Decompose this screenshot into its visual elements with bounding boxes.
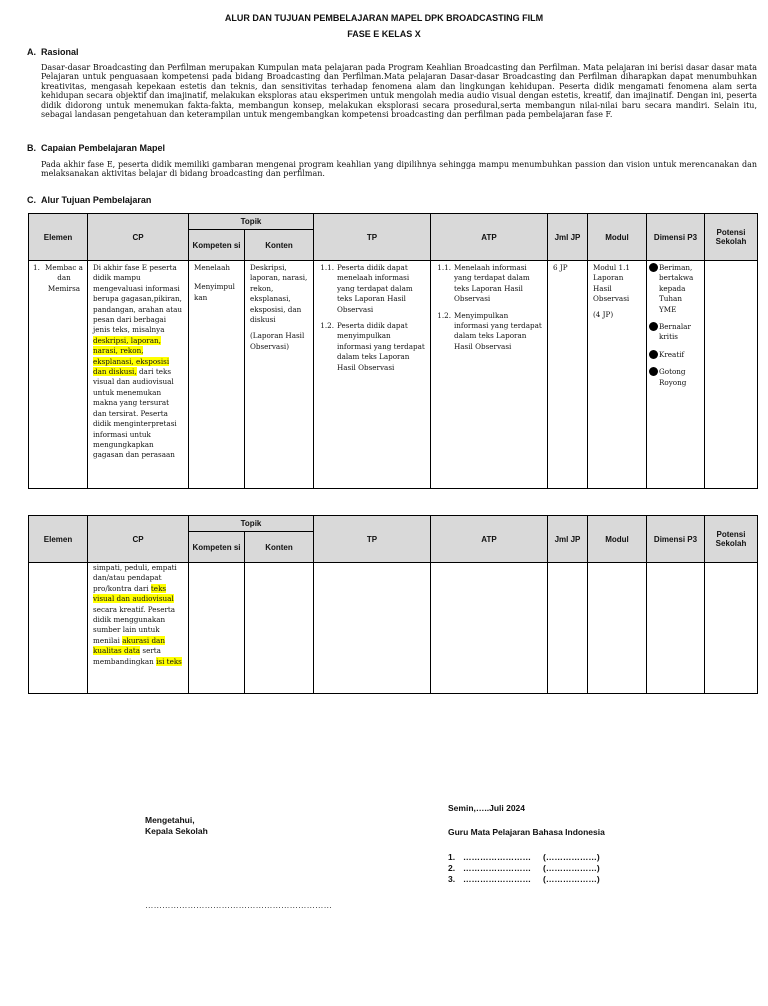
cell-elemen <box>29 261 88 489</box>
cp-text-2: dari teks visual dan audiovisual untuk menemukan makna yang tersurat dan tersirat. Peserta didik menginterpretasi informasi untuk mengungkapkan gagasan dan perasaan <box>93 367 177 460</box>
dimensi-item: Kreatif <box>648 350 700 360</box>
cell-modul <box>588 261 647 489</box>
section-c-letter: C. <box>27 195 36 205</box>
atp-item: 1.2. Menyimpulkan informasi yang terdapat dalam teks Laporan Hasil Observasi <box>437 310 542 351</box>
header-konten: Konten <box>245 532 314 563</box>
atp-table-2 <box>28 515 758 694</box>
header-topik: Topik <box>189 214 314 230</box>
section-a-title: Rasional <box>41 47 79 57</box>
cell-atp <box>431 261 548 489</box>
cell-dimensi <box>647 261 705 489</box>
cell-konten <box>245 261 314 489</box>
tp-item: 1.1. Peserta didik dapat menelaah informasi yang terdapat dalam teks Laporan Hasil Observasi <box>320 263 413 314</box>
signature-list <box>448 852 600 885</box>
cell-cp <box>88 261 189 489</box>
signature-list-item: 1. …………………… (………………) <box>448 852 600 862</box>
header-tp: TP <box>314 516 431 563</box>
signature-acknowledged: Mengetahui, <box>145 815 195 825</box>
signature-list-item: 2. …………………… (………………) <box>448 863 600 873</box>
cell-potensi <box>705 261 758 489</box>
document-title: ALUR DAN TUJUAN PEMBELAJARAN MAPEL DPK BROADCASTING FILM <box>224 13 544 23</box>
cp-highlight-2: teks visual dan audiovisual <box>93 583 174 604</box>
signature-left <box>145 815 208 837</box>
cp-continued-text-3: serta membandingkan <box>93 646 161 666</box>
modul-title: Modul 1.1 Laporan Hasil Observasi <box>593 263 630 304</box>
cell-potensi <box>705 563 758 694</box>
signature-principal-role: Kepala Sekolah <box>145 826 208 836</box>
bullet-icon <box>649 263 658 272</box>
kompetensi-item-2: Menyimpul kan <box>194 282 235 302</box>
signature-date: Semin,…..Juli 2024 <box>448 803 526 813</box>
cell-tp <box>314 261 431 489</box>
header-cp: CP <box>88 516 189 563</box>
section-b-heading <box>27 143 165 153</box>
header-dimensi: Dimensi P3 <box>647 214 705 261</box>
header-elemen: Elemen <box>29 214 88 261</box>
section-c-heading <box>27 195 151 205</box>
section-a-heading <box>27 47 79 57</box>
header-tp: TP <box>314 214 431 261</box>
bullet-icon <box>649 322 658 331</box>
cell-cp <box>88 563 189 694</box>
cp-highlight-3: akurasi dan kualitas data <box>93 635 165 656</box>
cp-text-1: Di akhir fase E peserta didik mampu mengevaluasi informasi berupa gagasan,pikiran, pandangan, arahan atau pesan dari berbagai jenis teks, misalnya <box>93 263 183 335</box>
cell-elemen <box>29 563 88 694</box>
konten-item-2: (Laporan Hasil Observasi) <box>250 331 305 351</box>
cell-atp <box>431 563 548 694</box>
cp-highlight-4: isi teks <box>156 656 182 666</box>
header-atp: ATP <box>431 214 548 261</box>
section-b-title: Capaian Pembelajaran Mapel <box>41 143 166 153</box>
header-atp: ATP <box>431 516 548 563</box>
cp-continued-text-1: simpati, peduli, empati dan/atau pendapat pro/kontra dari <box>93 563 177 593</box>
section-b-text: Pada akhir fase E, peserta didik memiliki gambaran mengenai program keahlian yang dipilihnya sehingga mampu menumbuhkan passion dan vision untuk merencanakan dan melaksanakan aktivitas belajar di bidang broadcasting dan perfilman. <box>41 160 757 179</box>
cell-kompetensi <box>189 261 245 489</box>
dimensi-item: Bernalar kritis <box>648 322 700 343</box>
header-modul: Modul <box>588 516 647 563</box>
tp-item: 1.2. Peserta didik dapat menyimpulkan informasi yang terdapat dalam teks Laporan Hasil Observasi <box>320 321 425 372</box>
cell-kompetensi <box>189 563 245 694</box>
header-jml-jp: Jml JP <box>548 214 588 261</box>
bullet-icon <box>649 367 658 376</box>
header-topik: Topik <box>189 516 314 532</box>
header-konten: Konten <box>245 230 314 261</box>
header-cp: CP <box>88 214 189 261</box>
atp-table-1 <box>28 213 758 489</box>
cell-konten <box>245 563 314 694</box>
elemen-number: 1. <box>33 263 40 272</box>
header-potensi: Potensi Sekolah <box>705 214 758 261</box>
section-b-letter: B. <box>27 143 36 153</box>
modul-jp: (4 JP) <box>593 309 614 319</box>
document-subtitle: FASE E KELAS X <box>347 29 421 39</box>
section-c-title: Alur Tujuan Pembelajaran <box>41 195 152 205</box>
header-modul: Modul <box>588 214 647 261</box>
signature-left-line: ………………………………………………………… <box>145 900 332 910</box>
cell-jml-jp <box>548 261 588 489</box>
cp-highlight-1: deskripsi, laporan, narasi, rekon, eksplanasi, eksposisi dan diskusi, <box>93 335 170 377</box>
jml-jp-value: 6 JP <box>553 263 568 272</box>
konten-item-1: Deskripsi, laporan, narasi, rekon, eksplanasi, eksposisi, dan diskusi <box>250 263 308 325</box>
bullet-icon <box>649 350 658 359</box>
signature-teacher-role: Guru Mata Pelajaran Bahasa Indonesia <box>448 827 605 837</box>
cell-jml-jp <box>548 563 588 694</box>
cell-modul <box>588 563 647 694</box>
section-a-text: Dasar-dasar Broadcasting dan Perfilman merupakan Kumpulan mata pelajaran pada Program Keahlian Broadcasting dan Perfilman. Mata pelajaran ini berisi dasar dasar mata Pelajaran untuk penguasaan kompetensi pada bidang Broadcasting dan Perfilman.Mata pelajaran Dasar-dasar Broadcasting dan Perfilman diharapkan dapat menumbuhkan kreativitas, mengasah kepekaan estetis dan teknis, dan sensitivitas terhadap fenomena alam dan lingkungan kehidupan. Peserta didik mengamati fenomena alam serta kehidupan secara objektif dan imajinatif, melakukan eksploras atau eksperimen untuk mengolah media audio visual dengan estetis, kreatif, dan imajinatif. Dengan ini, peserta didik didorong untuk menemukan fakta-fakta, membangun konsep, melakukan eksplorasi secara prosedural,serta membangun nilai-nilai baru secara mandiri. Selain itu, sebagai landasan pengetahuan dan keterampilan untuk mengembangkan kompetensi broadcasting dan perfilman pada pembelajaran fase F. <box>41 63 757 120</box>
section-a-letter: A. <box>27 47 36 57</box>
dimensi-item: Beriman, bertakwa kepada Tuhan YME <box>648 263 700 315</box>
cell-dimensi <box>647 563 705 694</box>
cp-continued-text-2: secara kreatif. Peserta didik menggunakan sumber lain untuk menilai <box>93 604 176 645</box>
dimensi-item: Gotong Royong <box>648 367 700 388</box>
signature-list-item: 3. …………………… (………………) <box>448 874 600 884</box>
header-potensi: Potensi Sekolah <box>705 516 758 563</box>
elemen-text: Membac a dan Memirsa <box>45 263 83 293</box>
header-jml-jp: Jml JP <box>548 516 588 563</box>
header-kompetensi: Kompeten si <box>189 230 245 261</box>
cell-tp <box>314 563 431 694</box>
header-dimensi: Dimensi P3 <box>647 516 705 563</box>
header-elemen: Elemen <box>29 516 88 563</box>
kompetensi-item-1: Menelaah <box>194 263 230 272</box>
atp-item: 1.1. Menelaah informasi yang terdapat dalam teks Laporan Hasil Observasi <box>437 263 530 304</box>
header-kompetensi: Kompeten si <box>189 532 245 563</box>
